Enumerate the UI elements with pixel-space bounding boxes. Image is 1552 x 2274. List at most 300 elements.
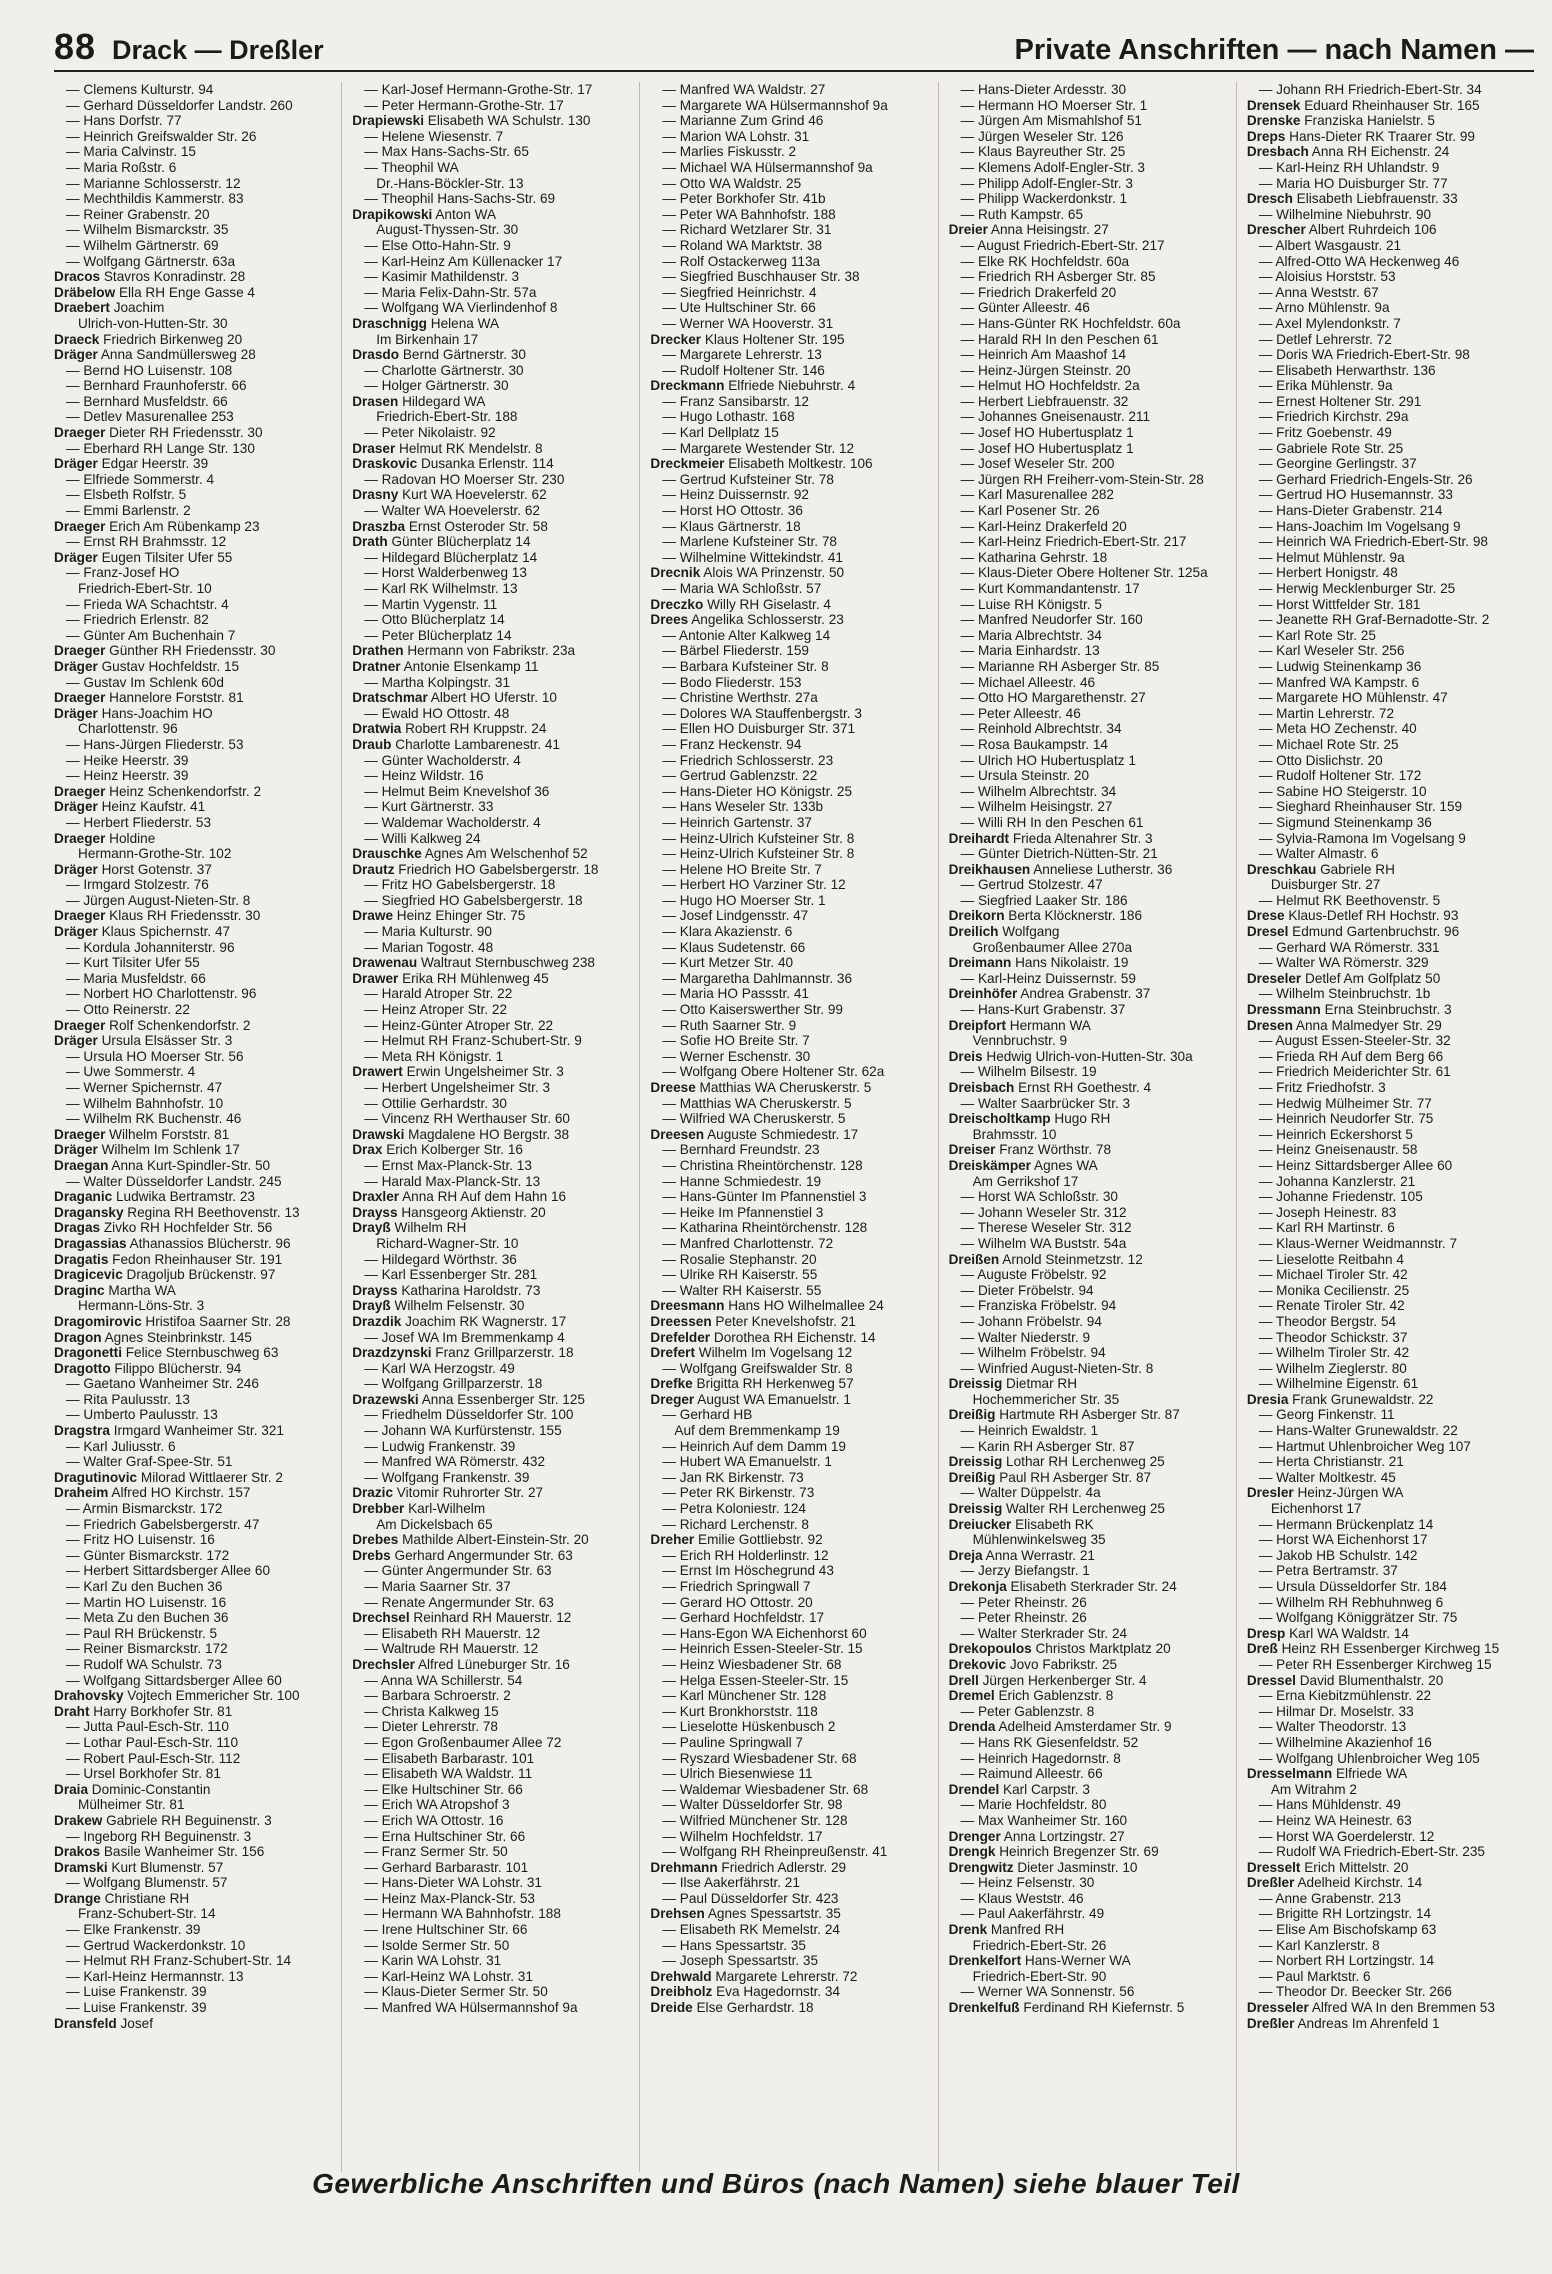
family-name: Draia [54, 1781, 89, 1797]
directory-entry: — Otto Reinerstr. 22 [66, 1002, 190, 1018]
directory-entry: — Eberhard RH Lange Str. 130 [66, 440, 255, 456]
family-name: Dräger [54, 799, 98, 815]
directory-entry: — Gerhard HB [662, 1407, 753, 1423]
directory-entry: — Theodor Dr. Beecker Str. 266 [1258, 1984, 1452, 2000]
directory-entry: — Hans-Günter Im Pfannenstiel 3 [662, 1189, 867, 1205]
directory-entry: — Marlene Kufsteiner Str. 78 [662, 534, 837, 550]
directory-entry: — Klaus-Dieter Sermer Str. 50 [364, 1984, 548, 2000]
directory-entry: — Peter RK Birkenstr. 73 [662, 1485, 815, 1501]
directory-entry: Draser Helmut RK Mendelstr. 8 [352, 440, 543, 456]
directory-entry: — Karl Dellplatz 15 [662, 425, 779, 441]
family-name: Dreps [1246, 128, 1286, 144]
directory-entry: — Johann Weseler Str. 312 [960, 1204, 1127, 1220]
directory-entry: Dreißig Hartmute RH Asberger Str. 87 [948, 1407, 1180, 1423]
directory-entry: — Detlev Masurenallee 253 [66, 409, 234, 425]
family-name: Drax [352, 1142, 383, 1158]
directory-entry: — Maria Calvinstr. 15 [66, 144, 196, 160]
family-name: Dracos [54, 269, 101, 285]
family-name: Dräger [54, 658, 98, 674]
directory-entry: Duisburger Str. 27 [1270, 877, 1381, 893]
directory-entry: — Peter Nikolaistr. 92 [364, 425, 496, 441]
directory-entry: Dreißen Arnold Steinmetzstr. 12 [948, 1251, 1143, 1267]
family-name: Draheim [54, 1485, 109, 1501]
directory-entry: — Rudolf WA Friedrich-Ebert-Str. 235 [1258, 1844, 1485, 1860]
directory-entry: — Sylvia-Ramona Im Vogelsang 9 [1258, 830, 1466, 846]
family-name: Dragomirovic [54, 1313, 142, 1329]
family-name: Draeck [54, 331, 100, 347]
directory-entry: — Franz Sansibarstr. 12 [662, 393, 809, 409]
directory-entry: Dreis Hedwig Ulrich-von-Hutten-Str. 30a [948, 1048, 1193, 1064]
directory-entry: — Else Otto-Hahn-Str. 9 [364, 237, 511, 253]
directory-entry: — Peter Borkhofer Str. 41b [662, 191, 826, 207]
directory-entry: — Siegfried Buschhauser Str. 38 [662, 269, 860, 285]
directory-entry: Dreikhausen Anneliese Lutherstr. 36 [948, 861, 1173, 877]
family-name: Drayss [352, 1204, 398, 1220]
directory-entry: — Katharina Gehrstr. 18 [960, 549, 1108, 565]
directory-entry: Drapikowski Anton WA [352, 206, 497, 222]
directory-entry: — Marianne Schlosserstr. 12 [66, 175, 241, 191]
family-name: Drenske [1246, 113, 1301, 129]
directory-entry: Drendel Karl Carpstr. 3 [948, 1781, 1090, 1797]
family-name: Draganic [54, 1189, 113, 1205]
family-name: Dreschkau [1246, 861, 1317, 877]
family-name: Drapiewski [352, 113, 424, 129]
directory-entry: Draeger Erich Am Rübenkamp 23 [54, 518, 260, 534]
directory-entry: Dreßler Adelheid Kirchstr. 14 [1246, 1875, 1423, 1891]
directory-entry: — Isolde Sermer Str. 50 [364, 1937, 510, 1953]
directory-entry: — Ilse Aakerfährstr. 21 [662, 1875, 800, 1891]
directory-entry: — Richard Wetzlarer Str. 31 [662, 222, 832, 238]
directory-entry: Dragutinovic Milorad Wittlaerer Str. 2 [54, 1469, 283, 1485]
family-name: Dresselt [1246, 1859, 1301, 1875]
directory-entry: Dr.-Hans-Böckler-Str. 13 [376, 175, 524, 191]
directory-entry: — Helene Wiesenstr. 7 [364, 128, 504, 144]
column-2 [341, 82, 639, 2172]
directory-entry: — Philipp Adolf-Engler-Str. 3 [960, 175, 1133, 191]
directory-entry: Dräger Ursula Elsässer Str. 3 [54, 1033, 233, 1049]
directory-entry: — Johann Fröbelstr. 94 [960, 1313, 1102, 1329]
directory-entry: — Kurt Kommandantenstr. 17 [960, 581, 1140, 596]
directory-entry: — Werner Spichernstr. 47 [66, 1080, 223, 1095]
directory-entry: Dreibholz Eva Hagedornstr. 34 [650, 1984, 841, 2000]
directory-entry: — Margaretha Dahlmannstr. 36 [662, 970, 853, 986]
directory-entry: Drayß Wilhelm RH [352, 1220, 467, 1236]
directory-entry: Drensek Eduard Rheinhauser Str. 165 [1246, 97, 1480, 113]
directory-entry: — Umberto Paulusstr. 13 [66, 1407, 218, 1423]
directory-entry: Dressmann Erna Steinbruchstr. 3 [1246, 1002, 1452, 1018]
directory-entry: — Rolf Ostackerweg 113a [662, 253, 821, 269]
directory-entry: — Manfred WA Waldstr. 27 [662, 82, 826, 97]
directory-entry: — Jürgen RH Freiherr-vom-Stein-Str. 28 [960, 471, 1204, 487]
directory-entry: Draeck Friedrich Birkenweg 20 [54, 331, 243, 347]
directory-entry: — Erich RH Holderlinstr. 12 [662, 1547, 829, 1563]
directory-entry: — Helga Essen-Steeler-Str. 15 [662, 1672, 849, 1688]
directory-entry: — Johann RH Friedrich-Ebert-Str. 34 [1258, 82, 1482, 97]
family-name: Drayß [352, 1298, 391, 1314]
directory-entry: — Wilhelm RK Buchenstr. 46 [66, 1111, 242, 1127]
directory-entry: — Frieda RH Auf dem Berg 66 [1258, 1048, 1444, 1064]
directory-entry: — Rudolf Holtener Str. 146 [662, 362, 825, 378]
directory-entry: — Sabine HO Steigerstr. 10 [1258, 783, 1427, 799]
page-header [54, 26, 1534, 72]
directory-entry: Draschnigg Helena WA [352, 315, 500, 331]
directory-entry: — Josef HO Hubertusplatz 1 [960, 440, 1134, 456]
family-name: Drebs [352, 1547, 391, 1563]
directory-entry: — Holger Gärtnerstr. 30 [364, 378, 509, 394]
directory-entry: Drenske Franziska Hanielstr. 5 [1246, 113, 1435, 129]
directory-entry: Dreissig Dietmar RH [948, 1376, 1078, 1392]
directory-entry: — Ute Hultschiner Str. 66 [662, 300, 816, 316]
family-name: Dragutinovic [54, 1469, 138, 1485]
directory-entry: — Bernhard Fraunhoferstr. 66 [66, 378, 247, 394]
directory-entry: Draszba Ernst Osteroder Str. 58 [352, 518, 548, 534]
directory-entry: — Wolfgang Obere Holtener Str. 62a [662, 1064, 885, 1080]
directory-entry: Dreese Matthias WA Cheruskerstr. 5 [650, 1080, 872, 1095]
family-name: Dresia [1246, 1391, 1289, 1407]
family-name: Drawski [352, 1126, 405, 1142]
directory-entry: Dreier Anna Heisingstr. 27 [948, 222, 1109, 238]
directory-entry: — Wolfgang WA Vierlindenhof 8 [364, 300, 558, 316]
directory-entry: — Martin Lehrerstr. 72 [1258, 705, 1395, 721]
directory-entry: — Günter Angermunder Str. 63 [364, 1563, 552, 1579]
directory-entry: — Uwe Sommerstr. 4 [66, 1064, 196, 1080]
directory-entry: — Jeanette RH Graf-Bernadotte-Str. 2 [1258, 612, 1490, 628]
directory-entry: — Erich WA Ottostr. 16 [364, 1812, 504, 1828]
directory-entry: — Hans-Dieter Ardesstr. 30 [960, 82, 1127, 97]
directory-entry: — Wilhelm Bismarckstr. 35 [66, 222, 229, 238]
family-name: Drawert [352, 1064, 403, 1080]
directory-entry: Drefert Wilhelm Im Vogelsang 12 [650, 1345, 853, 1361]
directory-entry: — Ulrich HO Hubertusplatz 1 [960, 752, 1136, 768]
directory-entry: — August Friedrich-Ebert-Str. 217 [960, 237, 1165, 253]
directory-entry: — Karl-Heinz Friedrich-Ebert-Str. 217 [960, 534, 1187, 550]
directory-entry: — Karl Juliusstr. 6 [66, 1438, 176, 1454]
directory-entry: — Gerhard WA Römerstr. 331 [1258, 939, 1440, 955]
directory-entry: Draub Charlotte Lambarenestr. 41 [352, 736, 560, 752]
directory-entry: Dratner Antonie Elsenkamp 11 [352, 658, 539, 674]
family-name: Drechsel [352, 1610, 410, 1626]
directory-entry: — Helmut Beim Knevelshof 36 [364, 783, 550, 799]
directory-entry: — Elisabeth WA Waldstr. 11 [364, 1766, 533, 1782]
directory-entry: — Johanna Kanzlerstr. 21 [1258, 1173, 1416, 1189]
directory-entry: Drasdo Bernd Gärtnerstr. 30 [352, 347, 526, 363]
family-name: Drecker [650, 331, 702, 347]
directory-entry: — Hugo HO Moerser Str. 1 [662, 892, 826, 908]
directory-entry: Draeger Heinz Schenkendorfstr. 2 [54, 783, 262, 799]
directory-entry: — Walter Düsseldorfer Str. 98 [662, 1797, 843, 1813]
family-name: Draginc [54, 1282, 105, 1298]
directory-entry: — Clemens Kulturstr. 94 [66, 82, 214, 97]
directory-entry: — August Essen-Steeler-Str. 32 [1258, 1033, 1451, 1049]
directory-entry: — Horst Wittfelder Str. 181 [1258, 596, 1421, 612]
directory-entry: — Paul RH Brückenstr. 5 [66, 1625, 218, 1641]
family-name: Drakew [54, 1812, 103, 1828]
directory-entry: — Wilfried Münchener Str. 128 [662, 1812, 848, 1828]
directory-entry: — Elke RK Hochfeldstr. 60a [960, 253, 1130, 269]
columns [54, 82, 1534, 2172]
directory-entry: — Max Wanheimer Str. 160 [960, 1812, 1128, 1828]
directory-entry: — Wolfgang Grillparzerstr. 18 [364, 1376, 543, 1392]
directory-entry: — Rosa Baukampstr. 14 [960, 736, 1108, 752]
family-name: Dreja [948, 1547, 983, 1563]
directory-entry: — Marianne Zum Grind 46 [662, 113, 824, 129]
directory-entry: — Marion WA Lohstr. 31 [662, 128, 810, 144]
directory-entry: — Kurt Metzer Str. 40 [662, 955, 794, 971]
directory-entry: Drehmann Friedrich Adlerstr. 29 [650, 1859, 847, 1875]
directory-entry: — Heinrich Neudorfer Str. 75 [1258, 1111, 1434, 1127]
directory-entry: — Josef Lindgensstr. 47 [662, 908, 809, 924]
family-name: Drathen [352, 643, 404, 659]
directory-entry: — Ulrike RH Kaiserstr. 55 [662, 1267, 818, 1283]
directory-entry: Dreger August WA Emanuelstr. 1 [650, 1391, 851, 1407]
directory-entry: — Otto WA Waldstr. 25 [662, 175, 802, 191]
directory-entry: Dragonetti Felice Sternbuschweg 63 [54, 1345, 279, 1361]
directory-entry: — Heinz Gneisenaustr. 58 [1258, 1142, 1418, 1158]
directory-entry: Drekopoulos Christos Marktplatz 20 [948, 1641, 1171, 1657]
directory-entry: — Wolfgang Königgrätzer Str. 75 [1258, 1610, 1458, 1626]
family-name: Dreißig [948, 1469, 996, 1485]
directory-entry: — Armin Bismarckstr. 172 [66, 1501, 223, 1517]
directory-entry: Dresseler Alfred WA In den Bremmen 53 [1246, 2000, 1495, 2016]
family-name: Drazic [352, 1485, 394, 1501]
family-name: Drengwitz [948, 1859, 1014, 1875]
directory-entry: — Hans Spessartstr. 35 [662, 1937, 806, 1953]
family-name: Dragstra [54, 1423, 110, 1439]
directory-entry: — Bärbel Fliederstr. 159 [662, 643, 809, 659]
directory-entry: — Josef Weseler Str. 200 [960, 456, 1115, 472]
directory-entry: — Herbert HO Varziner Str. 12 [662, 877, 846, 893]
directory-entry: — Willi Kalkweg 24 [364, 830, 481, 846]
family-name: Dragonetti [54, 1345, 122, 1361]
directory-entry: Dresselmann Elfriede WA [1246, 1766, 1408, 1782]
family-name: Draeger [54, 908, 106, 924]
directory-entry: Draia Dominic-Constantin [54, 1781, 211, 1797]
family-name: Drazewski [352, 1391, 419, 1407]
directory-entry: Auf dem Bremmenkamp 19 [674, 1423, 840, 1439]
directory-entry: — Karl-Heinz Duissernstr. 59 [960, 970, 1136, 986]
family-name: Drecnik [650, 565, 701, 581]
directory-entry: — Ernest Holtener Str. 291 [1258, 393, 1422, 409]
directory-entry: Dreckmeier Elisabeth Moltkestr. 106 [650, 456, 873, 472]
family-name: Draszba [352, 518, 406, 534]
directory-entry: — Peter RH Essenberger Kirchweg 15 [1258, 1656, 1492, 1672]
directory-entry: — Karl-Heinz Hermannstr. 13 [66, 1968, 244, 1984]
directory-entry: — Walter Graf-Spee-Str. 51 [66, 1454, 233, 1470]
directory-entry: Dräger Klaus Spichernstr. 47 [54, 924, 231, 940]
family-name: Dreher [650, 1532, 695, 1548]
directory-entry: Dragotto Filippo Blücherstr. 94 [54, 1360, 242, 1376]
directory-entry: — Marie Hochfeldstr. 80 [960, 1797, 1107, 1813]
directory-entry: — Harald Atroper Str. 22 [364, 986, 513, 1002]
directory-entry: — Heike Im Pfannenstiel 3 [662, 1204, 824, 1220]
directory-entry: — Klaus-Werner Weidmannstr. 7 [1258, 1235, 1458, 1251]
directory-entry: — Georg Finkenstr. 11 [1258, 1407, 1395, 1423]
directory-entry: — Martin HO Luisenstr. 16 [66, 1594, 227, 1610]
family-name: Drenger [948, 1828, 1001, 1844]
directory-entry: — Wilhelm Hochfeldstr. 17 [662, 1828, 823, 1844]
directory-entry: Dreß Heinz RH Essenberger Kirchweg 15 [1246, 1641, 1500, 1657]
directory-entry: Drazdzynski Franz Grillparzerstr. 18 [352, 1345, 574, 1361]
directory-entry: — Hedwig Mülheimer Str. 77 [1258, 1095, 1432, 1111]
directory-entry: — Ruth Kampstr. 65 [960, 206, 1084, 222]
directory-entry: — Horst WA Goerdelerstr. 12 [1258, 1828, 1435, 1844]
directory-entry: Drakew Gabriele RH Beguinenstr. 3 [54, 1812, 272, 1828]
directory-entry: — Barbara Kufsteiner Str. 8 [662, 658, 829, 674]
directory-entry: Im Birkenhain 17 [376, 331, 479, 347]
directory-entry: Dragatis Fedon Rheinhauser Str. 191 [54, 1251, 283, 1267]
directory-entry: — Renate Angermunder Str. 63 [364, 1594, 554, 1610]
family-name: Dreikhausen [948, 861, 1031, 877]
directory-entry: — Günter Am Buchenhain 7 [66, 627, 236, 643]
directory-entry: — Werner Eschenstr. 30 [662, 1048, 811, 1064]
directory-entry: Drenk Manfred RH [948, 1922, 1065, 1938]
directory-entry: — Wolfgang Greifswalder Str. 8 [662, 1360, 853, 1376]
directory-entry: — Michael Tiroler Str. 42 [1258, 1267, 1408, 1283]
directory-entry: — Bernhard Musfeldstr. 66 [66, 393, 228, 409]
family-name: Draeger [54, 1017, 106, 1033]
directory-entry: — Heinz-Jürgen Steinstr. 20 [960, 362, 1131, 378]
directory-entry: — Peter Gablenzstr. 8 [960, 1703, 1095, 1719]
directory-entry: — Elke Frankenstr. 39 [66, 1922, 201, 1938]
directory-entry: Dreschkau Gabriele RH [1246, 861, 1395, 877]
family-name: Dreczko [650, 596, 704, 612]
directory-entry: — Philipp Wackerdonkstr. 1 [960, 191, 1128, 207]
directory-entry: — Michael Rote Str. 25 [1258, 736, 1399, 752]
directory-entry: — Peter Rheinstr. 26 [960, 1610, 1087, 1626]
family-name: Dratschmar [352, 690, 428, 706]
directory-entry: Dräger Hans-Joachim HO [54, 705, 213, 721]
directory-entry: Dreischoltkamp Hugo RH [948, 1111, 1111, 1127]
directory-entry: Eichenhorst 17 [1270, 1501, 1362, 1517]
directory-entry: Dresbach Anna RH Eichenstr. 24 [1246, 144, 1450, 160]
directory-entry: — Hermann WA Bahnhofstr. 188 [364, 1906, 561, 1922]
family-name: Dräger [54, 549, 98, 565]
directory-entry: — Ursula HO Moerser Str. 56 [66, 1048, 244, 1064]
directory-entry: — Walter Moltkestr. 45 [1258, 1469, 1396, 1485]
family-name: Dresbach [1246, 144, 1309, 160]
directory-entry: Drawert Erwin Ungelsheimer Str. 3 [352, 1064, 564, 1080]
directory-entry: — Klaus Gärtnerstr. 18 [662, 518, 801, 534]
directory-entry: Drenkelfort Hans-Werner WA [948, 1953, 1131, 1969]
directory-entry: — Arno Mühlenstr. 9a [1258, 300, 1390, 316]
directory-entry: Dresselt Erich Mittelstr. 20 [1246, 1859, 1409, 1875]
family-name: Draub [352, 736, 392, 752]
family-name: Dratner [352, 658, 401, 674]
directory-entry: — Friedrich Drakerfeld 20 [960, 284, 1117, 300]
family-name: Dragicevic [54, 1267, 123, 1283]
directory-entry: — Heinrich Auf dem Damm 19 [662, 1438, 846, 1454]
directory-entry: Großenbaumer Allee 270a [972, 939, 1133, 955]
family-name: Dreikorn [948, 908, 1005, 924]
family-name: Dresch [1246, 191, 1293, 207]
directory-entry: — Peter Blücherplatz 14 [364, 627, 512, 643]
directory-entry: — Rudolf Holtener Str. 172 [1258, 768, 1422, 784]
directory-entry: — Jan RK Birkenstr. 73 [662, 1469, 804, 1485]
directory-entry: — Walter WA Römerstr. 329 [1258, 955, 1429, 971]
family-name: Draeger [54, 643, 106, 659]
directory-entry: Dreesmann Hans HO Wilhelmallee 24 [650, 1298, 884, 1314]
directory-entry: Dragas Zivko RH Hochfelder Str. 56 [54, 1220, 273, 1236]
directory-entry: — Maria Einhardstr. 13 [960, 643, 1100, 659]
directory-entry: Dräger Horst Gotenstr. 37 [54, 861, 212, 877]
directory-entry: Dreihardt Frieda Altenahrer Str. 3 [948, 830, 1153, 846]
family-name: Drayss [352, 1282, 398, 1298]
directory-entry: — Charlotte Gärtnerstr. 30 [364, 362, 524, 378]
directory-entry: — Peter Alleestr. 46 [960, 705, 1081, 721]
directory-entry: Dramski Kurt Blumenstr. 57 [54, 1859, 224, 1875]
family-name: Draebert [54, 300, 110, 316]
directory-entry: — Maria HO Duisburger Str. 77 [1258, 175, 1448, 191]
directory-entry: Draeger Holdine [54, 830, 156, 846]
family-name: Dressmann [1246, 1002, 1321, 1018]
family-name: Dräger [54, 1033, 98, 1049]
directory-entry: Draginc Martha WA [54, 1282, 176, 1298]
directory-entry: — Karin WA Lohstr. 31 [364, 1953, 502, 1969]
directory-entry: Dragassias Athanassios Blücherstr. 96 [54, 1235, 291, 1251]
directory-entry: Dremel Erich Gablenzstr. 8 [948, 1688, 1114, 1704]
directory-entry: — Horst WA Schloßstr. 30 [960, 1189, 1118, 1205]
directory-entry: — Helmut Mühlenstr. 9a [1258, 549, 1405, 565]
directory-entry: Dresia Frank Grunewaldstr. 22 [1246, 1391, 1434, 1407]
page-number: 88 [54, 26, 97, 67]
directory-entry: — Heinrich Ewaldstr. 1 [960, 1423, 1099, 1439]
section-title: Private Anschriften — nach Namen — [1014, 34, 1534, 66]
family-name: Dreß [1246, 1641, 1278, 1657]
directory-entry: — Paul Düsseldorfer Str. 423 [662, 1890, 839, 1906]
directory-entry: — Reiner Bismarckstr. 172 [66, 1641, 228, 1657]
directory-entry: — Ludwig Steinenkamp 36 [1258, 658, 1422, 674]
directory-entry: Hermann-Grothe-Str. 102 [78, 846, 232, 862]
directory-entry: — Hans-Dieter Grabenstr. 214 [1258, 503, 1443, 519]
family-name: Drasen [352, 393, 399, 409]
directory-entry: Draeger Wilhelm Forststr. 81 [54, 1126, 230, 1142]
directory-entry: — Wilhelm Heisingstr. 27 [960, 799, 1113, 815]
directory-entry: — Hartmut Uhlenbroicher Weg 107 [1258, 1438, 1471, 1454]
directory-entry: — Hermann HO Moerser Str. 1 [960, 97, 1148, 113]
directory-entry: Drengwitz Dieter Jasminstr. 10 [948, 1859, 1138, 1875]
directory-entry: Draht Harry Borkhofer Str. 81 [54, 1703, 233, 1719]
directory-entry: — Hans RK Giesenfeldstr. 52 [960, 1734, 1139, 1750]
directory-entry: Dragansky Regina RH Beethovenstr. 13 [54, 1204, 300, 1220]
directory-entry: Friedrich-Ebert-Str. 90 [972, 1968, 1107, 1984]
directory-entry: — Friedrich Kirchstr. 29a [1258, 409, 1409, 425]
family-name: Drechsler [352, 1656, 415, 1672]
directory-entry: — Hans Mühldenstr. 49 [1258, 1797, 1401, 1813]
directory-entry: — Petra Koloniestr. 124 [662, 1501, 806, 1517]
directory-entry: — Karl Kanzlerstr. 8 [1258, 1937, 1380, 1953]
header-left [54, 26, 324, 68]
directory-entry: Drecker Klaus Holtener Str. 195 [650, 331, 845, 347]
directory-entry: — Helene HO Breite Str. 7 [662, 861, 822, 877]
family-name: Drekovic [948, 1656, 1007, 1672]
directory-entry: — Elisabeth Herwarthstr. 136 [1258, 362, 1436, 378]
directory-entry: Drawer Erika RH Mühlenweg 45 [352, 970, 549, 986]
directory-entry: — Hubert WA Emanuelstr. 1 [662, 1454, 832, 1470]
family-name: Drasdo [352, 347, 400, 363]
family-name: Drauschke [352, 846, 422, 862]
directory-entry: Drax Erich Kolberger Str. 16 [352, 1142, 523, 1158]
directory-entry: Ulrich-von-Hutten-Str. 30 [78, 315, 228, 331]
directory-entry: — Detlef Lehrerstr. 72 [1258, 331, 1392, 347]
directory-entry: — Harald RH In den Peschen 61 [960, 331, 1159, 347]
family-name: Drath [352, 534, 388, 550]
family-name: Drahovsky [54, 1688, 124, 1704]
directory-entry: Drasny Kurt WA Hoevelerstr. 62 [352, 487, 547, 503]
directory-entry: — Meta Zu den Buchen 36 [66, 1610, 229, 1626]
directory-entry: — Gerhard Barbarastr. 101 [364, 1859, 529, 1875]
directory-entry: — Franziska Fröbelstr. 94 [960, 1298, 1117, 1314]
directory-entry: — Heinz Duissernstr. 92 [662, 487, 809, 503]
